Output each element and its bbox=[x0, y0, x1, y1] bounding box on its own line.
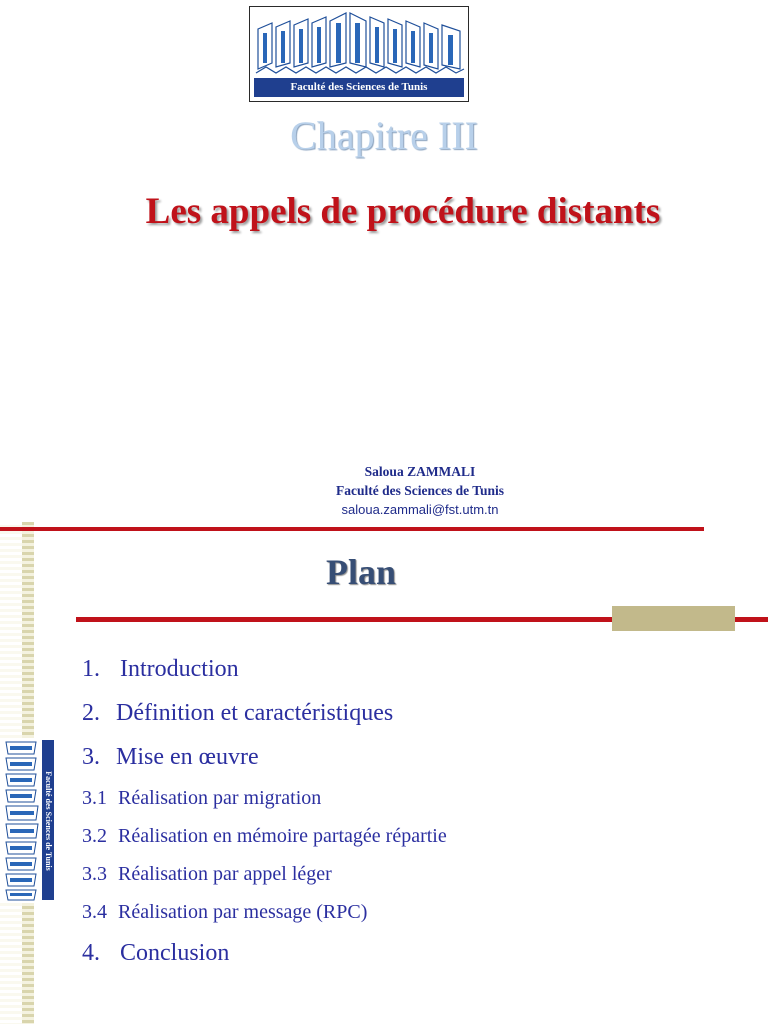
plan-item-number: 1. bbox=[82, 656, 100, 682]
plan-item-text: Définition et caractéristiques bbox=[116, 700, 394, 726]
plan-item bbox=[82, 656, 239, 683]
plan-item-number: 3.4 bbox=[82, 901, 107, 923]
chapter-label: Chapitre III bbox=[290, 113, 478, 158]
plan-item bbox=[82, 825, 447, 848]
plan-item-text: Introduction bbox=[120, 656, 239, 682]
presentation-title: Les appels de procédure distants bbox=[145, 191, 661, 232]
author-email: saloua.zammali@fst.utm.tn bbox=[341, 502, 499, 517]
plan-item-number: 2. bbox=[82, 700, 100, 726]
plan-item-number: 3.1 bbox=[82, 787, 107, 809]
books-logo-icon bbox=[254, 11, 466, 79]
plan-item bbox=[82, 700, 393, 727]
plan-item-number: 3.2 bbox=[82, 825, 107, 847]
logo-caption: Faculté des Sciences de Tunis bbox=[254, 78, 464, 97]
plan-item-number: 3. bbox=[82, 744, 100, 770]
plan-item bbox=[82, 940, 229, 967]
plan-item-number: 4. bbox=[82, 940, 100, 966]
side-logo-caption-wrapper bbox=[42, 741, 54, 901]
plan-item-text: Réalisation par migration bbox=[118, 787, 322, 809]
plan-item-text: Conclusion bbox=[120, 940, 230, 966]
plan-item bbox=[82, 787, 321, 810]
plan-title: Plan bbox=[326, 552, 397, 592]
plan-item-text: Réalisation en mémoire partagée répartie bbox=[118, 825, 447, 847]
author-institution: Faculté des Sciences de Tunis bbox=[335, 483, 505, 498]
plan-accent-block bbox=[612, 606, 735, 631]
slide-divider-rule bbox=[0, 527, 704, 531]
plan-item-text: Réalisation par message (RPC) bbox=[118, 901, 368, 923]
plan-item-number: 3.3 bbox=[82, 863, 107, 885]
plan-item bbox=[82, 744, 259, 771]
plan-item bbox=[82, 901, 367, 924]
plan-item-text: Mise en œuvre bbox=[116, 744, 259, 770]
side-logo-caption: Faculté des Sciences de Tunis bbox=[44, 771, 53, 871]
author-name: Saloua ZAMMALI bbox=[364, 464, 476, 479]
plan-item-text: Réalisation par appel léger bbox=[118, 863, 332, 885]
faculty-logo bbox=[249, 6, 469, 102]
plan-item bbox=[82, 863, 332, 886]
